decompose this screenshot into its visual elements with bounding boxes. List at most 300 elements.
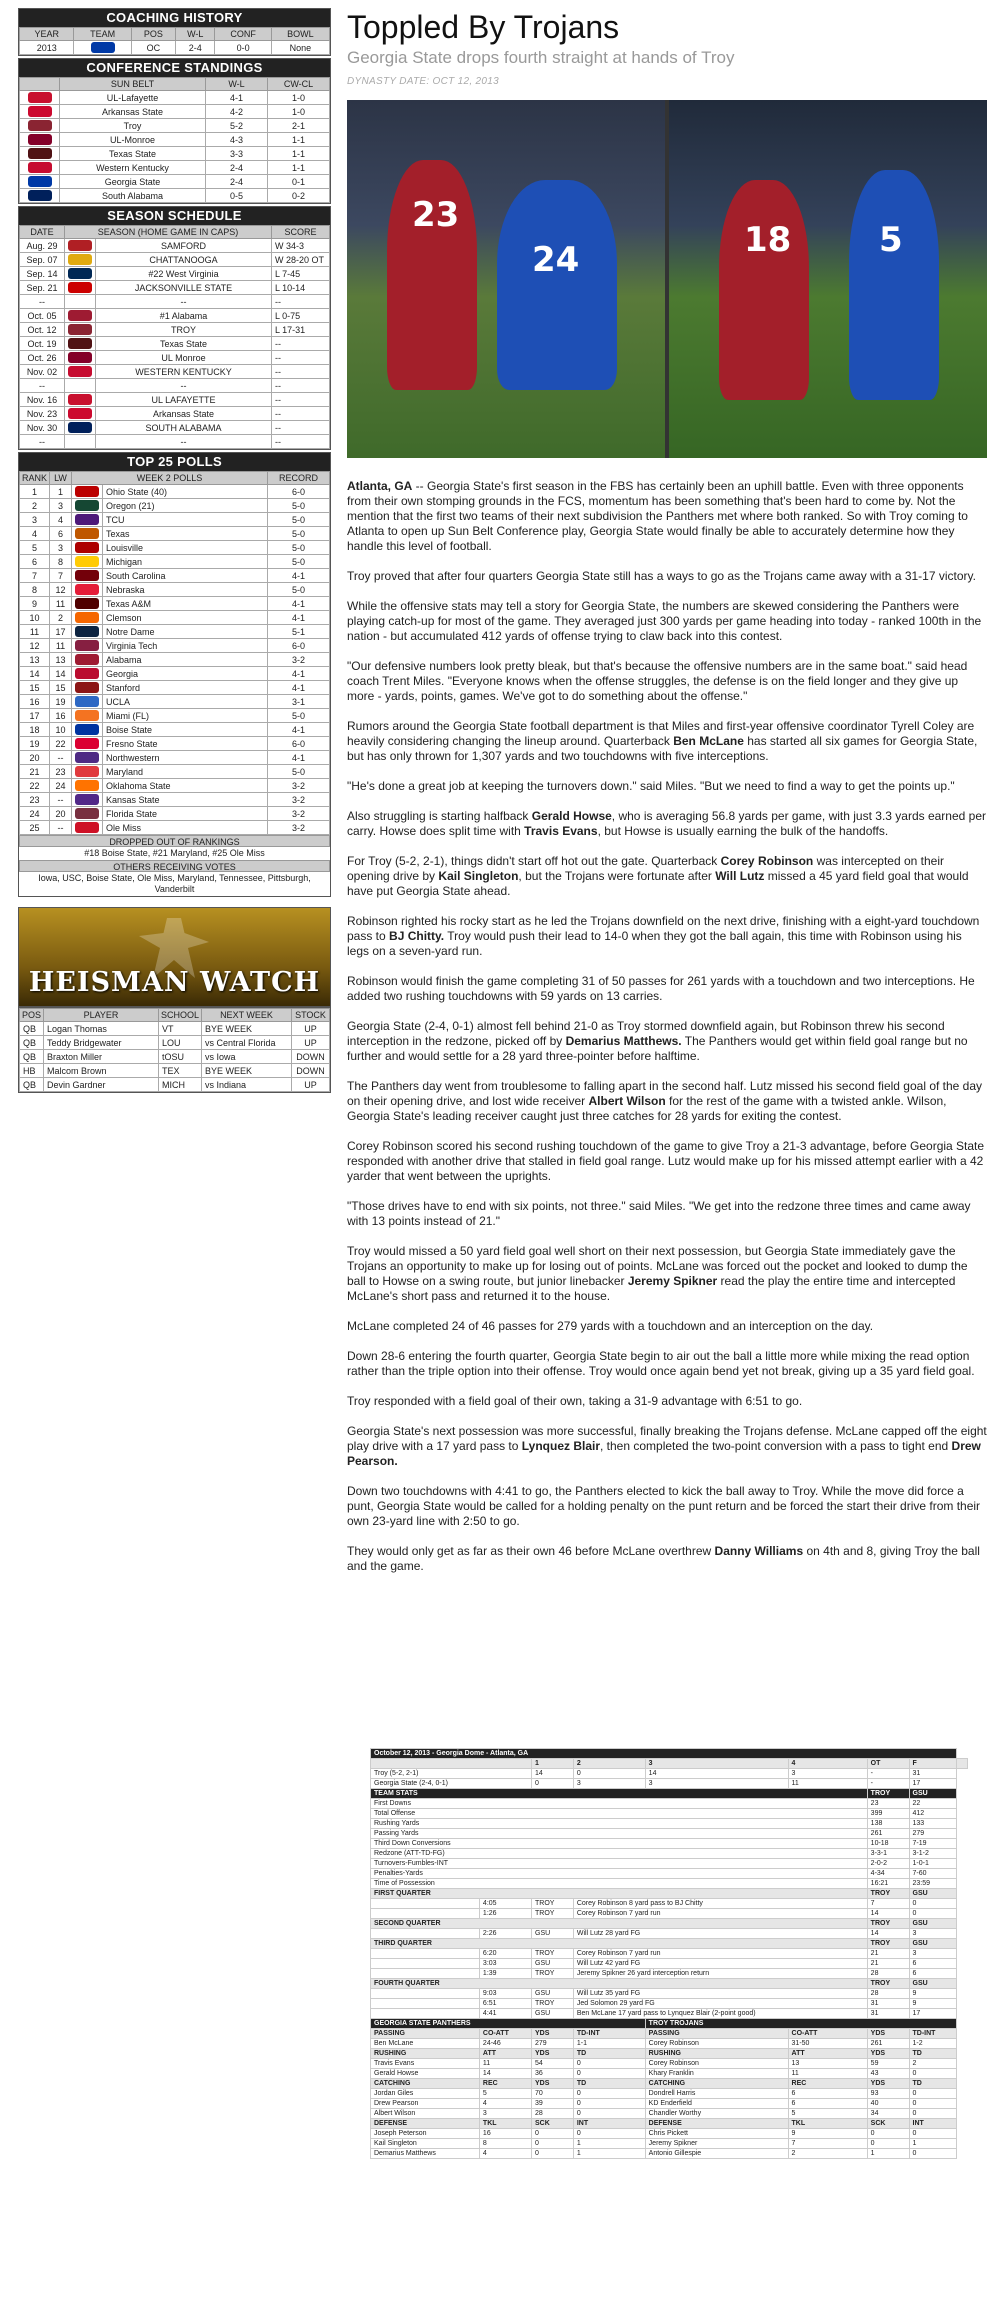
team-logo [72,737,103,751]
poll-team-logo-icon [75,794,99,805]
poll-team-name: Fresno State [103,737,268,751]
linescore-row-cell: - [867,1779,909,1789]
indiv-row-cell: 54 [532,2059,574,2069]
poll-last-week: 2 [50,611,72,625]
team-stats-row-cell: 10-18 [867,1839,909,1849]
scoring-play [371,2009,968,2019]
team-cwcl: 1-1 [268,161,330,175]
article-paragraph: Rumors around the Georgia State football department is that Miles and first-year offensive coordinator Tyrell Coley are heavily considering changing the lineup around. Quarterback Ben McLane has started all six games for Georgia State, but has only thrown for 1,307 yards and two touchdowns with five interceptions. [347,719,978,763]
team-logo [65,337,96,351]
team-wl: 4-1 [206,91,268,105]
team-logo [20,161,60,175]
linescore-row-cell: 3 [573,1779,645,1789]
opponent-logo-icon [68,324,92,335]
linescore-head-cell: 2 [573,1759,645,1769]
scoring-play [371,1949,968,1959]
team-logo [72,653,103,667]
team-stats-row-cell: 2-0-2 [867,1859,909,1869]
team-stats-row-cell: Redzone (ATT-TD-FG) [371,1849,868,1859]
indiv-head-cell: SCK [532,2119,574,2129]
scoring-play-cell: 28 [867,1989,909,1999]
box-score-title [371,1749,968,1759]
article-paragraph: "He's done a great job at keeping the turnovers down." said Miles. "But we need to find a way to get the points up." [347,779,955,793]
scoring-play-cell: Corey Robinson 8 yard pass to BJ Chitty [573,1899,867,1909]
scoring-play-cell: Ben McLane 17 yard pass to Lynquez Blair (2-point good) [573,2009,867,2019]
indiv-row-cell: 1-1 [573,2039,645,2049]
team-stats-row-cell: 23:59 [909,1879,956,1889]
scoring-play-cell: 6 [909,1969,956,1979]
poll-record: 3-2 [268,779,330,793]
poll-team-name: Texas [103,527,268,541]
team-logo [72,527,103,541]
linescore-row-cell: 31 [909,1769,956,1779]
schedule-row [20,309,330,323]
article-paragraph: The Panthers day went from troublesome to falling apart in the second half. Lutz missed his second field goal of the day on their opening drive, and lost wide receiver Albert Wilson for the rest of the game with a twisted ankle. Wilson, Georgia State's leading receiver caught just three catches for 28 yards for exiting the contest. [347,1079,983,1123]
coaching-history-title: COACHING HISTORY [19,9,330,27]
team-logo [65,309,96,323]
poll-team-logo-icon [75,822,99,833]
poll-last-week: 11 [50,639,72,653]
team-stats-row-cell: 279 [909,1829,956,1839]
indiv-head-cell: DEFENSE [371,2119,480,2129]
team-cwcl: 1-0 [268,105,330,119]
poll-team-logo-icon [75,486,99,497]
game-opponent: #1 Alabama [96,309,272,323]
game-score: -- [272,393,330,407]
opponent-logo-icon [68,352,92,363]
game-score: L 7-45 [272,267,330,281]
box-score-title-cell: October 12, 2013 - Georgia Dome - Atlanta, GA [371,1749,957,1759]
team-logo [20,91,60,105]
bold-name: Jeremy Spikner [627,1274,718,1288]
indiv-row [371,2149,968,2159]
poll-team-name: Ole Miss [103,821,268,835]
poll-team-logo-icon [75,808,99,819]
poll-last-week: 12 [50,583,72,597]
article-paragraph: Troy responded with a field goal of their own, taking a 31-9 advantage with 6:51 to go. [347,1394,803,1408]
article-paragraph: "Those drives have to end with six points, not three." said Miles. "We get into the redzone three times and came away with 13 points instead of 21." [347,1199,971,1228]
game-date: Sep. 21 [20,281,65,295]
game-date: Nov. 30 [20,421,65,435]
team-logo-icon [28,148,52,159]
article-paragraph: While the offensive stats may tell a story for Georgia State, the numbers are skewed considering the Panthers were playing catch-up for most of the game. They averaged just 300 yards per game heading into today - ranked 100th in the nation - but accumulated 412 yards of offense trying to claw back into this contest. [347,599,982,643]
indiv-row-cell: KD Enderfield [645,2099,788,2109]
indiv-head-cell: CATCHING [371,2079,480,2089]
linescore-head-cell: 1 [532,1759,574,1769]
game-date: Nov. 02 [20,365,65,379]
candidate-name: Devin Gardner [44,1078,159,1092]
indiv-head [371,2049,968,2059]
poll-team-name: Kansas State [103,793,268,807]
indiv-row-cell: 11 [788,2069,867,2079]
poll-team-name: Virginia Tech [103,639,268,653]
poll-team-logo-icon [75,780,99,791]
article-paragraph: Atlanta, GA -- Georgia State's first season in the FBS has certainly been an uphill battle. Even with three opponents from their own stomping grounds in the FCS, momentum has been something that's been hard to come by. Not the mention that the first two teams of their next subdivision the Panthers met where both ranked. So with Troy coming to Atlanta to open up Sun Belt Conference play, Georgia State would finally be able to accurately determine how they handle this level of football. [347,479,968,553]
heisman-watch [18,1007,331,1093]
linescore-head-cell: 4 [788,1759,867,1769]
quarter-head [371,1939,968,1949]
team-logo [65,281,96,295]
heisman-row [20,1022,330,1036]
poll-row [20,793,330,807]
indiv-row [371,2039,968,2049]
team-logo [72,807,103,821]
poll-team-name: Oregon (21) [103,499,268,513]
indiv-row [371,2109,968,2119]
game-score: -- [272,421,330,435]
poll-last-week: 14 [50,667,72,681]
indiv-head-cell: TD [573,2049,645,2059]
team-name: Texas State [60,147,206,161]
indiv-row-cell: 13 [788,2059,867,2069]
top25-table [19,471,330,835]
dropped-heading: DROPPED OUT OF RANKINGS [19,835,330,847]
poll-rank: 8 [20,583,50,597]
standings-row [20,119,330,133]
schedule-row [20,295,330,309]
poll-rank: 1 [20,485,50,499]
candidate-school: tOSU [158,1050,201,1064]
scoring-play-cell: GSU [532,1959,574,1969]
indiv-row-cell: 39 [532,2099,574,2109]
linescore-row-cell: 3 [788,1769,867,1779]
linescore-row-cell: Troy (5-2, 2-1) [371,1769,532,1779]
scoring-play-cell: 31 [867,1999,909,2009]
team-stats-row-cell: 261 [867,1829,909,1839]
indiv-row-cell: 59 [867,2059,909,2069]
indiv-head-cell: ATT [479,2049,531,2059]
indiv-row-cell: 4 [479,2149,531,2159]
scoring-play-cell: 3 [909,1949,956,1959]
team-logo-icon [28,190,52,201]
team-logo [20,147,60,161]
standings-table [19,77,330,203]
linescore-row-cell: 17 [909,1779,956,1789]
linescore-head [371,1759,968,1769]
scoring-play-cell: 0 [909,1899,956,1909]
conference-standings-title: CONFERENCE STANDINGS [19,59,330,77]
poll-row [20,695,330,709]
bold-name: Will Lutz [715,869,765,883]
scoring-play-cell: TROY [532,1999,574,2009]
poll-team-name: Stanford [103,681,268,695]
team-logo [72,541,103,555]
schedule-row [20,281,330,295]
scoring-play-cell: Corey Robinson 7 yard run [573,1949,867,1959]
bold-name: Danny Williams [714,1544,804,1558]
poll-record: 5-0 [268,513,330,527]
scoring-play-cell: 3 [909,1929,956,1939]
poll-row [20,807,330,821]
col-opponent: SEASON (HOME GAME IN CAPS) [65,226,272,239]
linescore-head-cell [956,1759,967,1769]
team-stats-row-cell: 4-34 [867,1869,909,1879]
poll-last-week: 15 [50,681,72,695]
team-stats-row-cell: Passing Yards [371,1829,868,1839]
indiv-row-cell: Jordan Giles [371,2089,480,2099]
others-heading: OTHERS RECEIVING VOTES [19,860,330,872]
article-title: Toppled By Trojans [347,9,620,45]
poll-team-logo-icon [75,542,99,553]
heisman-row [20,1036,330,1050]
dynasty-date: DYNASTY DATE: OCT 12, 2013 [347,76,499,87]
team-logo-icon [28,134,52,145]
schedule-row [20,365,330,379]
indiv-row-cell: Antonio Gillespie [645,2149,788,2159]
col-rank: RANK [20,472,50,485]
opponent-logo-icon [68,408,92,419]
poll-last-week: 7 [50,569,72,583]
candidate-pos: QB [20,1036,44,1050]
opponent-logo-icon [68,338,92,349]
indiv-row-cell: 70 [532,2089,574,2099]
candidate-pos: QB [20,1050,44,1064]
team-logo [72,569,103,583]
game-opponent: CHATTANOOGA [96,253,272,267]
article-paragraph: For Troy (5-2, 2-1), things didn't start off hot out the gate. Quarterback Corey Robinson was intercepted on their opening drive by Kail Singleton, but the Trojans were fortunate after Will Lutz missed a 45 yard field goal that would have put Georgia State ahead. [347,854,969,898]
team-stats-row-cell: 133 [909,1819,956,1829]
indiv-row-cell: 31-50 [788,2039,867,2049]
bold-name: Gerald Howse [531,809,612,823]
team-stats-row-cell: 3-1-2 [909,1849,956,1859]
poll-row [20,583,330,597]
scoring-play-cell: 14 [867,1929,909,1939]
team-stats-row-cell: Third Down Conversions [371,1839,868,1849]
poll-last-week: 3 [50,541,72,555]
game-opponent: WESTERN KENTUCKY [96,365,272,379]
article-main [347,8,987,1589]
team-stats-row-cell: 412 [909,1809,956,1819]
scoring-play-cell [371,1909,480,1919]
scoring-play-cell: Will Lutz 28 yard FG [573,1929,867,1939]
opponent-logo-icon [68,366,92,377]
indiv-row [371,2099,968,2109]
poll-row [20,737,330,751]
indiv-head [371,2029,968,2039]
team-stats-row-cell: 7-60 [909,1869,956,1879]
heisman-table [19,1008,330,1092]
poll-rank: 15 [20,681,50,695]
indiv-row-cell: 6 [788,2089,867,2099]
scoring-play-cell [371,1949,480,1959]
indiv-row-cell: 0 [909,2099,956,2109]
indiv-row-cell: 0 [909,2129,956,2139]
team-stats-row-cell: Time of Possession [371,1879,868,1889]
team-logo-icon [28,162,52,173]
poll-record: 3-2 [268,821,330,835]
indiv-head-cell: RUSHING [645,2049,788,2059]
team-logo [65,393,96,407]
team-stats-head-cell: TEAM STATS [371,1789,868,1799]
game-score: W 28-20 OT [272,253,330,267]
indiv-row-cell: Dondrell Harris [645,2089,788,2099]
quarter-head-cell: SECOND QUARTER [371,1919,868,1929]
candidate-next-week: vs Indiana [202,1078,292,1092]
team-cwcl: 0-2 [268,189,330,203]
scoring-play-cell: 6 [909,1959,956,1969]
scoring-play [371,1999,968,2009]
schedule-row [20,407,330,421]
scoring-play [371,1959,968,1969]
scoring-play-cell: TROY [532,1949,574,1959]
bold-name: Atlanta, GA [347,479,413,493]
team-stats-row-cell: First Downs [371,1799,868,1809]
linescore-head-cell: F [909,1759,956,1769]
game-score: -- [272,407,330,421]
indiv-row [371,2139,968,2149]
poll-rank: 16 [20,695,50,709]
poll-last-week: 16 [50,709,72,723]
indiv-head-cell: CO-ATT [479,2029,531,2039]
indiv-row-cell: 28 [532,2109,574,2119]
candidate-school: TEX [158,1064,201,1078]
opponent-logo-icon [68,394,92,405]
team-logo [72,723,103,737]
poll-team-name: Louisville [103,541,268,555]
candidate-next-week: BYE WEEK [202,1022,292,1036]
indiv-row-cell: 0 [532,2129,574,2139]
poll-team-logo-icon [75,598,99,609]
col-score: SCORE [272,226,330,239]
scoring-play [371,1929,968,1939]
poll-record: 6-0 [268,639,330,653]
col-record: RECORD [268,472,330,485]
scoring-play-cell: Jeremy Spikner 26 yard interception return [573,1969,867,1979]
game-date: Sep. 07 [20,253,65,267]
game-opponent: SOUTH ALABAMA [96,421,272,435]
team-logo [72,751,103,765]
team-logo [72,779,103,793]
indiv-row-cell: 0 [532,2139,574,2149]
candidate-next-week: BYE WEEK [202,1064,292,1078]
team-cwcl: 1-0 [268,91,330,105]
opponent-logo-icon [68,422,92,433]
bold-name: Albert Wilson [588,1094,666,1108]
team-wl: 4-2 [206,105,268,119]
schedule-row [20,351,330,365]
game-photo-left [347,100,665,458]
team-names-head-cell: GEORGIA STATE PANTHERS [371,2019,646,2029]
poll-record: 4-1 [268,597,330,611]
team-stats-row [371,1849,968,1859]
game-date: Sep. 14 [20,267,65,281]
team-logo [65,435,96,449]
game-opponent: JACKSONVILLE STATE [96,281,272,295]
candidate-stock: UP [292,1036,330,1050]
heisman-banner [18,907,331,1007]
article-paragraph: Troy would missed a 50 yard field goal well short on their next possession, but Georgia State immediately gave the Trojans an opportunity to make up for losing out of points. McLane was forced out the pocket and looked to dump the ball to Howse on a swing route, but junior linebacker Jeremy Spikner read the play the entire time and intercepted McLane's short pass and returned it to the house. [347,1244,968,1303]
poll-record: 5-0 [268,541,330,555]
indiv-head-cell: TKL [479,2119,531,2129]
scoring-play-cell [371,2009,480,2019]
indiv-row-cell: 3 [479,2109,531,2119]
poll-row [20,779,330,793]
team-stats-row-cell: 16:21 [867,1879,909,1889]
team-logo [65,295,96,309]
article-paragraph: Robinson would finish the game completing 31 of 50 passes for 261 yards with a touchdown and two interceptions. He added two rushing touchdowns with 59 yards on 13 carries. [347,974,975,1003]
indiv-row-cell: Travis Evans [371,2059,480,2069]
team-logo [20,175,60,189]
candidate-stock: UP [292,1022,330,1036]
quarter-head-cell: TROY [867,1979,909,1989]
scoring-play-cell: 17 [909,2009,956,2019]
standings-row [20,161,330,175]
top25-title: TOP 25 POLLS [19,453,330,471]
jersey-number: 23 [412,195,460,235]
candidate-name: Logan Thomas [44,1022,159,1036]
poll-last-week: 4 [50,513,72,527]
team-logo [72,709,103,723]
poll-rank: 23 [20,793,50,807]
poll-last-week: 24 [50,779,72,793]
schedule-row [20,253,330,267]
indiv-head-cell: TD [909,2049,956,2059]
conference-standings [18,58,331,204]
team-name: Troy [60,119,206,133]
indiv-row-cell: 34 [867,2109,909,2119]
linescore-row [371,1769,968,1779]
candidate-school: MICH [158,1078,201,1092]
team-logo [65,323,96,337]
scoring-play-cell: 4:41 [479,2009,531,2019]
candidate-next-week: vs Iowa [202,1050,292,1064]
poll-record: 6-0 [268,737,330,751]
jersey-number: 24 [532,240,580,280]
team-name: UL-Lafayette [60,91,206,105]
game-score: -- [272,365,330,379]
col-player: PLAYER [44,1009,159,1022]
team-logo [72,583,103,597]
col-stock: STOCK [292,1009,330,1022]
cell-bowl: None [271,41,329,55]
heisman-row [20,1078,330,1092]
linescore-row-cell: 0 [573,1769,645,1779]
indiv-row-cell: 0 [573,2059,645,2069]
scoring-play-cell: 21 [867,1949,909,1959]
poll-last-week: -- [50,821,72,835]
poll-last-week: 13 [50,653,72,667]
team-logo [65,239,96,253]
candidate-pos: QB [20,1022,44,1036]
poll-record: 4-1 [268,723,330,737]
indiv-head-cell: ATT [788,2049,867,2059]
col-logo [20,78,60,91]
team-logo [20,119,60,133]
team-logo [72,667,103,681]
indiv-row-cell: Corey Robinson [645,2039,788,2049]
cell-pos: OC [131,41,175,55]
game-date: -- [20,435,65,449]
poll-row [20,639,330,653]
game-opponent: Arkansas State [96,407,272,421]
game-score: L 17-31 [272,323,330,337]
poll-team-logo-icon [75,696,99,707]
quarter-head-cell: GSU [909,1979,956,1989]
dropped-text: #18 Boise State, #21 Maryland, #25 Ole Miss [84,848,265,858]
linescore-row-cell: 14 [532,1769,574,1779]
quarter-head-cell: FOURTH QUARTER [371,1979,868,1989]
poll-rank: 20 [20,751,50,765]
poll-record: 3-2 [268,793,330,807]
indiv-row-cell: 14 [479,2069,531,2079]
indiv-row-cell: 0 [532,2149,574,2159]
linescore-row-cell: 11 [788,1779,867,1789]
indiv-head-cell: DEFENSE [645,2119,788,2129]
scoring-play-cell: GSU [532,1929,574,1939]
indiv-row-cell: 0 [867,2129,909,2139]
gsu-player-figure [497,180,617,390]
poll-last-week: 10 [50,723,72,737]
